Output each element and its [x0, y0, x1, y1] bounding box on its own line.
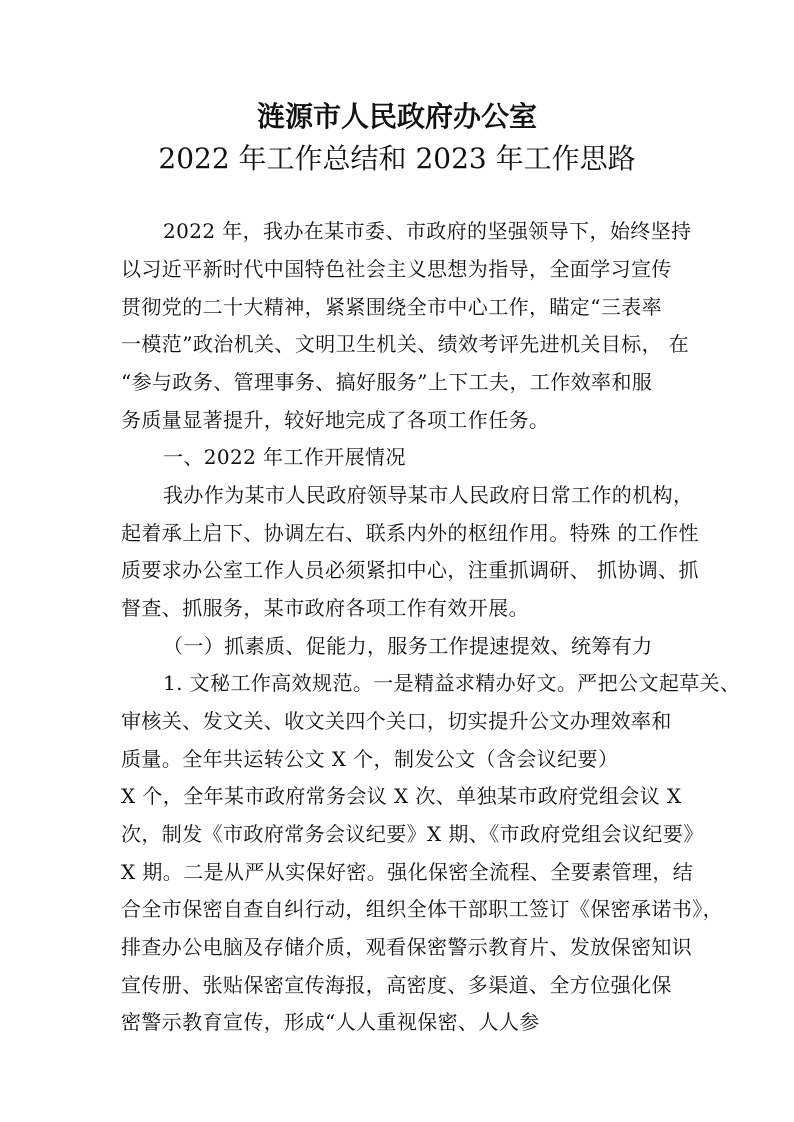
body-line: 合全市保密自查自纠行动，组织全体干部职工签订《保密承诺书》， [121, 897, 723, 921]
document-title-line2: 2022 年工作总结和 2023 年工作思路 [158, 142, 636, 175]
body-line: 起着承上启下、协调左右、联系内外的枢纽作用。特殊 的工作性 [121, 521, 699, 545]
body-line: X 个，全年某市政府常务会议 X 次、单独某市政府党组会议 X [121, 784, 682, 808]
body-line: 密警示教育宣传，形成“人人重视保密、人人参 [121, 1010, 540, 1034]
body-line: 2022 年，我办在某市委、市政府的坚强领导下，始终坚持 [163, 219, 692, 243]
body-line: 审核关、发文关、收文关四个关口，切实提升公文办理效率和 [121, 709, 672, 733]
body-line: “参与政务、管理事务、搞好服务”上下工夫，工作效率和服 [121, 370, 653, 394]
body-line: 务质量显著提升，较好地完成了各项工作任务。 [121, 408, 550, 432]
body-line: 质要求办公室工作人员必须紧扣中心，注重抓调研、 抓协调、抓 [121, 558, 699, 582]
subsection-heading: （一）抓素质、促能力，服务工作提速提效、统筹有力 [163, 634, 653, 658]
body-line: 以习近平新时代中国特色社会主义思想为指导，全面学习宣传 [121, 257, 672, 281]
body-line: X 期。二是从严从实保好密。强化保密全流程、全要素管理，结 [121, 860, 694, 884]
body-line: 质量。全年共运转公文 X 个，制发公文（含会议纪要） [121, 747, 619, 771]
body-line: 排查办公电脑及存储介质，观看保密警示教育片、发放保密知识 [121, 935, 693, 959]
body-line: 次，制发《市政府常务会议纪要》X 期、《市政府党组会议纪要》 [121, 822, 704, 846]
body-line: 贯彻党的二十大精神，紧紧围绕全市中心工作，瞄定“三表率 [121, 295, 663, 319]
section-heading: 一、2022 年工作开展情况 [163, 445, 406, 469]
body-line: 宣传册、张贴保密宣传海报，高密度、多渠道、全方位强化保 [121, 973, 672, 997]
body-line: 督查、抓服务，某市政府各项工作有效开展。 [121, 596, 529, 620]
body-line: 我办作为某市人民政府领导某市人民政府日常工作的机构， [163, 483, 694, 507]
document-title-line1: 涟源市人民政府办公室 [256, 100, 537, 133]
body-line: 一模范”政治机关、文明卫生机关、绩效考评先进机关目标， 在 [121, 332, 690, 356]
body-line: 1. 文秘工作高效规范。一是精益求精办好文。严把公文起草关、 [163, 671, 741, 695]
